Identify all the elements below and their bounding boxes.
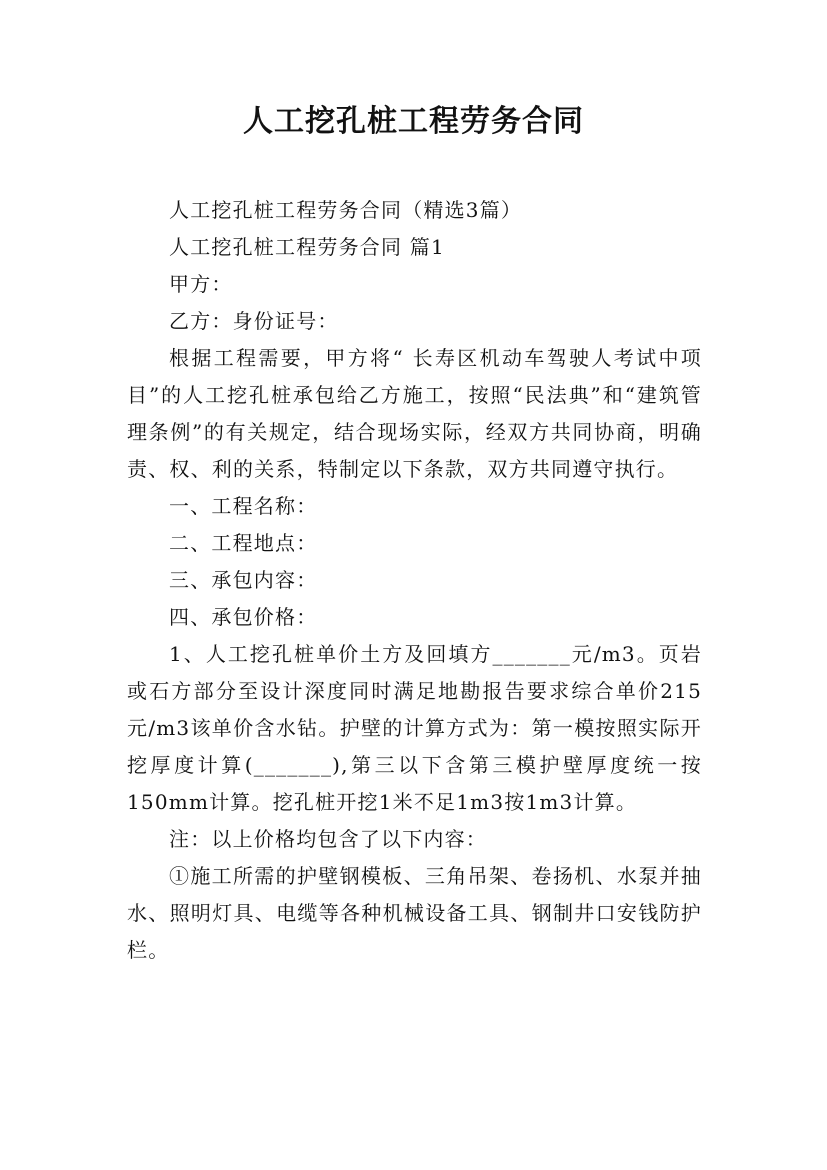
paragraph-section-heading: 人工挖孔桩工程劳务合同 篇1 [169, 235, 445, 259]
paragraph-note-item-1: ①施工所需的护壁钢模板、三角吊架、卷扬机、水泵并抽水、照明灯具、电缆等各种机械设备工具、钢制井口安钱防护栏。 [127, 864, 702, 962]
paragraph-contract-scope: 三、承包内容： [169, 568, 318, 592]
paragraph-project-location: 二、工程地点： [169, 531, 318, 555]
paragraph-project-name: 一、工程名称： [169, 494, 318, 518]
document-body [127, 192, 702, 969]
paragraph-party-a: 甲方： [169, 272, 233, 296]
paragraph-price-clause-1: 1、人工挖孔桩单价土方及回填方_______元/m3。页岩或石方部分至设计深度同时满足地勘报告要求综合单价215元/m3该单价含水钻。护壁的计算方式为：第一模按照实际开挖厚度计算(_______),第三以下含第三模护壁厚度统一按150mm计算。挖孔桩开挖1米不足1m3按1m3计算。 [127, 642, 702, 814]
document-title: 人工挖孔桩工程劳务合同 [243, 104, 584, 139]
paragraph-party-b: 乙方：身份证号： [169, 309, 339, 333]
paragraph-subtitle: 人工挖孔桩工程劳务合同（精选3篇） [169, 198, 523, 222]
paragraph-note: 注：以上价格均包含了以下内容： [169, 827, 487, 851]
paragraph-contract-price: 四、承包价格： [169, 605, 318, 629]
paragraph-preamble: 根据工程需要，甲方将“ 长寿区机动车驾驶人考试中项目”的人工挖孔桩承包给乙方施工，按照“民法典”和“建筑管理条例”的有关规定，结合现场实际，经双方共同协商，明确责、权、利的关系，特制定以下条款，双方共同遵守执行。 [127, 346, 702, 481]
